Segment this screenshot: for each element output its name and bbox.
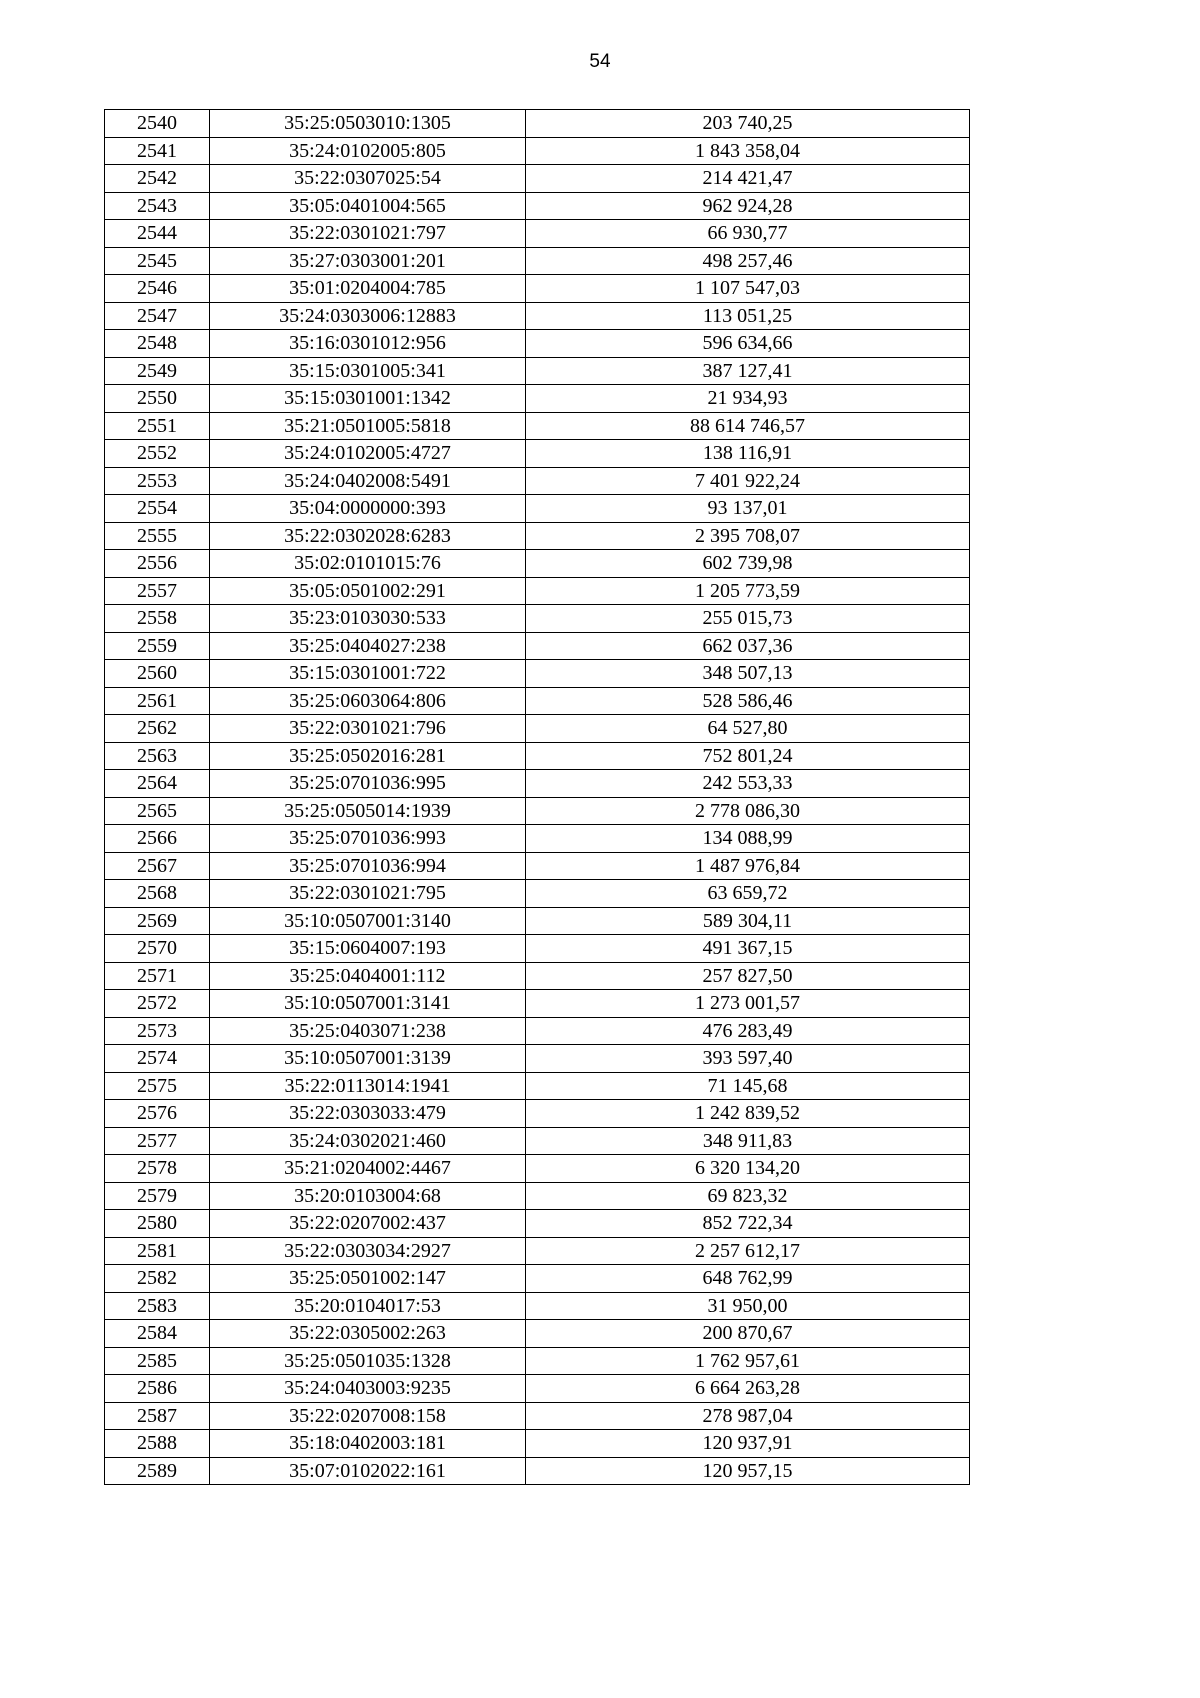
- cadastral-number-cell: 35:23:0103030:533: [210, 605, 526, 633]
- cadastral-number-cell: 35:22:0303034:2927: [210, 1237, 526, 1265]
- cadastral-value-cell: 662 037,36: [526, 632, 970, 660]
- row-number-cell: 2589: [105, 1457, 210, 1485]
- cadastral-number-cell: 35:24:0102005:4727: [210, 440, 526, 468]
- cadastral-value-cell: 476 283,49: [526, 1017, 970, 1045]
- table-row: [105, 1292, 970, 1320]
- row-number-cell: 2564: [105, 770, 210, 798]
- cadastral-number-cell: 35:25:0404027:238: [210, 632, 526, 660]
- cadastral-value-cell: 7 401 922,24: [526, 467, 970, 495]
- cadastral-number-cell: 35:22:0307025:54: [210, 165, 526, 193]
- cadastral-number-cell: 35:24:0303006:12883: [210, 302, 526, 330]
- table-row: [105, 357, 970, 385]
- cadastral-number-cell: 35:21:0501005:5818: [210, 412, 526, 440]
- cadastral-number-cell: 35:25:0701036:994: [210, 852, 526, 880]
- table-row: [105, 1045, 970, 1073]
- cadastral-value-cell: 348 911,83: [526, 1127, 970, 1155]
- cadastral-value-cell: 255 015,73: [526, 605, 970, 633]
- table-row: [105, 770, 970, 798]
- table-row: [105, 1182, 970, 1210]
- row-number-cell: 2559: [105, 632, 210, 660]
- row-number-cell: 2556: [105, 550, 210, 578]
- cadastral-value-cell: 31 950,00: [526, 1292, 970, 1320]
- cadastral-number-cell: 35:25:0701036:993: [210, 825, 526, 853]
- row-number-cell: 2542: [105, 165, 210, 193]
- cadastral-number-cell: 35:22:0207008:158: [210, 1402, 526, 1430]
- table-row: [105, 852, 970, 880]
- cadastral-number-cell: 35:24:0102005:805: [210, 137, 526, 165]
- table-row: [105, 522, 970, 550]
- cadastral-value-cell: 2 395 708,07: [526, 522, 970, 550]
- cadastral-number-cell: 35:15:0301001:722: [210, 660, 526, 688]
- table-row: [105, 385, 970, 413]
- cadastral-value-cell: 214 421,47: [526, 165, 970, 193]
- table-row: [105, 220, 970, 248]
- row-number-cell: 2580: [105, 1210, 210, 1238]
- cadastral-number-cell: 35:01:0204004:785: [210, 275, 526, 303]
- cadastral-value-cell: 2 778 086,30: [526, 797, 970, 825]
- row-number-cell: 2552: [105, 440, 210, 468]
- cadastral-value-cell: 528 586,46: [526, 687, 970, 715]
- cadastral-value-table: [104, 109, 970, 1485]
- cadastral-value-cell: 2 257 612,17: [526, 1237, 970, 1265]
- cadastral-value-cell: 387 127,41: [526, 357, 970, 385]
- cadastral-number-cell: 35:10:0507001:3139: [210, 1045, 526, 1073]
- cadastral-value-cell: 242 553,33: [526, 770, 970, 798]
- cadastral-number-cell: 35:20:0103004:68: [210, 1182, 526, 1210]
- table-row: [105, 907, 970, 935]
- cadastral-number-cell: 35:24:0402008:5491: [210, 467, 526, 495]
- table-row: [105, 1155, 970, 1183]
- cadastral-value-cell: 6 664 263,28: [526, 1375, 970, 1403]
- row-number-cell: 2577: [105, 1127, 210, 1155]
- cadastral-value-cell: 602 739,98: [526, 550, 970, 578]
- row-number-cell: 2573: [105, 1017, 210, 1045]
- cadastral-value-cell: 393 597,40: [526, 1045, 970, 1073]
- row-number-cell: 2571: [105, 962, 210, 990]
- row-number-cell: 2562: [105, 715, 210, 743]
- row-number-cell: 2563: [105, 742, 210, 770]
- row-number-cell: 2560: [105, 660, 210, 688]
- cadastral-value-cell: 66 930,77: [526, 220, 970, 248]
- row-number-cell: 2567: [105, 852, 210, 880]
- table-row: [105, 880, 970, 908]
- row-number-cell: 2583: [105, 1292, 210, 1320]
- row-number-cell: 2561: [105, 687, 210, 715]
- cadastral-value-cell: 257 827,50: [526, 962, 970, 990]
- cadastral-number-cell: 35:07:0102022:161: [210, 1457, 526, 1485]
- row-number-cell: 2585: [105, 1347, 210, 1375]
- table-row: [105, 1265, 970, 1293]
- table-row: [105, 577, 970, 605]
- cadastral-value-cell: 1 242 839,52: [526, 1100, 970, 1128]
- row-number-cell: 2576: [105, 1100, 210, 1128]
- cadastral-number-cell: 35:25:0502016:281: [210, 742, 526, 770]
- row-number-cell: 2566: [105, 825, 210, 853]
- cadastral-number-cell: 35:05:0501002:291: [210, 577, 526, 605]
- row-number-cell: 2541: [105, 137, 210, 165]
- row-number-cell: 2558: [105, 605, 210, 633]
- cadastral-number-cell: 35:04:0000000:393: [210, 495, 526, 523]
- table-row: [105, 935, 970, 963]
- row-number-cell: 2575: [105, 1072, 210, 1100]
- table-row: [105, 990, 970, 1018]
- cadastral-value-cell: 63 659,72: [526, 880, 970, 908]
- row-number-cell: 2572: [105, 990, 210, 1018]
- cadastral-number-cell: 35:25:0603064:806: [210, 687, 526, 715]
- cadastral-number-cell: 35:22:0302028:6283: [210, 522, 526, 550]
- cadastral-value-cell: 278 987,04: [526, 1402, 970, 1430]
- row-number-cell: 2569: [105, 907, 210, 935]
- row-number-cell: 2550: [105, 385, 210, 413]
- cadastral-number-cell: 35:15:0301005:341: [210, 357, 526, 385]
- table-row: [105, 797, 970, 825]
- cadastral-value-cell: 498 257,46: [526, 247, 970, 275]
- row-number-cell: 2588: [105, 1430, 210, 1458]
- row-number-cell: 2565: [105, 797, 210, 825]
- table-row: [105, 247, 970, 275]
- table-row: [105, 1237, 970, 1265]
- table-row: [105, 632, 970, 660]
- row-number-cell: 2547: [105, 302, 210, 330]
- cadastral-number-cell: 35:16:0301012:956: [210, 330, 526, 358]
- row-number-cell: 2549: [105, 357, 210, 385]
- row-number-cell: 2568: [105, 880, 210, 908]
- cadastral-number-cell: 35:10:0507001:3141: [210, 990, 526, 1018]
- cadastral-number-cell: 35:27:0303001:201: [210, 247, 526, 275]
- table-row: [105, 1017, 970, 1045]
- cadastral-value-cell: 589 304,11: [526, 907, 970, 935]
- cadastral-value-cell: 21 934,93: [526, 385, 970, 413]
- row-number-cell: 2544: [105, 220, 210, 248]
- table-row: [105, 742, 970, 770]
- table-row: [105, 192, 970, 220]
- row-number-cell: 2586: [105, 1375, 210, 1403]
- table-row: [105, 330, 970, 358]
- cadastral-number-cell: 35:22:0303033:479: [210, 1100, 526, 1128]
- table-row: [105, 1457, 970, 1485]
- cadastral-number-cell: 35:22:0113014:1941: [210, 1072, 526, 1100]
- cadastral-value-cell: 596 634,66: [526, 330, 970, 358]
- cadastral-number-cell: 35:24:0302021:460: [210, 1127, 526, 1155]
- cadastral-number-cell: 35:25:0404001:112: [210, 962, 526, 990]
- row-number-cell: 2554: [105, 495, 210, 523]
- row-number-cell: 2551: [105, 412, 210, 440]
- table-row: [105, 110, 970, 138]
- table-row: [105, 1210, 970, 1238]
- table-row: [105, 825, 970, 853]
- table-row: [105, 1320, 970, 1348]
- cadastral-number-cell: 35:22:0301021:797: [210, 220, 526, 248]
- row-number-cell: 2540: [105, 110, 210, 138]
- cadastral-number-cell: 35:22:0301021:796: [210, 715, 526, 743]
- cadastral-number-cell: 35:02:0101015:76: [210, 550, 526, 578]
- row-number-cell: 2570: [105, 935, 210, 963]
- cadastral-value-cell: 69 823,32: [526, 1182, 970, 1210]
- cadastral-value-cell: 648 762,99: [526, 1265, 970, 1293]
- cadastral-value-cell: 1 487 976,84: [526, 852, 970, 880]
- table-row: [105, 165, 970, 193]
- cadastral-value-cell: 852 722,34: [526, 1210, 970, 1238]
- table-row: [105, 137, 970, 165]
- cadastral-number-cell: 35:18:0402003:181: [210, 1430, 526, 1458]
- table-row: [105, 550, 970, 578]
- cadastral-value-cell: 71 145,68: [526, 1072, 970, 1100]
- cadastral-value-cell: 962 924,28: [526, 192, 970, 220]
- cadastral-number-cell: 35:25:0503010:1305: [210, 110, 526, 138]
- cadastral-value-cell: 203 740,25: [526, 110, 970, 138]
- table-row: [105, 605, 970, 633]
- table-row: [105, 467, 970, 495]
- cadastral-number-cell: 35:25:0701036:995: [210, 770, 526, 798]
- table-row: [105, 1127, 970, 1155]
- cadastral-number-cell: 35:15:0604007:193: [210, 935, 526, 963]
- row-number-cell: 2582: [105, 1265, 210, 1293]
- cadastral-number-cell: 35:25:0501035:1328: [210, 1347, 526, 1375]
- cadastral-value-cell: 752 801,24: [526, 742, 970, 770]
- table-body: [105, 110, 970, 1485]
- cadastral-number-cell: 35:21:0204002:4467: [210, 1155, 526, 1183]
- row-number-cell: 2578: [105, 1155, 210, 1183]
- cadastral-value-cell: 113 051,25: [526, 302, 970, 330]
- cadastral-value-cell: 348 507,13: [526, 660, 970, 688]
- cadastral-number-cell: 35:22:0305002:263: [210, 1320, 526, 1348]
- cadastral-value-cell: 134 088,99: [526, 825, 970, 853]
- page-number: 54: [589, 51, 611, 72]
- cadastral-value-cell: 88 614 746,57: [526, 412, 970, 440]
- cadastral-number-cell: 35:05:0401004:565: [210, 192, 526, 220]
- table-row: [105, 1347, 970, 1375]
- cadastral-number-cell: 35:25:0505014:1939: [210, 797, 526, 825]
- row-number-cell: 2548: [105, 330, 210, 358]
- row-number-cell: 2584: [105, 1320, 210, 1348]
- cadastral-value-cell: 138 116,91: [526, 440, 970, 468]
- cadastral-number-cell: 35:24:0403003:9235: [210, 1375, 526, 1403]
- cadastral-value-cell: 120 957,15: [526, 1457, 970, 1485]
- table-row: [105, 715, 970, 743]
- cadastral-value-cell: 1 762 957,61: [526, 1347, 970, 1375]
- cadastral-number-cell: 35:22:0207002:437: [210, 1210, 526, 1238]
- cadastral-value-cell: 491 367,15: [526, 935, 970, 963]
- table-row: [105, 687, 970, 715]
- row-number-cell: 2553: [105, 467, 210, 495]
- cadastral-value-cell: 200 870,67: [526, 1320, 970, 1348]
- cadastral-value-cell: 1 205 773,59: [526, 577, 970, 605]
- row-number-cell: 2557: [105, 577, 210, 605]
- cadastral-value-cell: 1 107 547,03: [526, 275, 970, 303]
- cadastral-value-cell: 1 843 358,04: [526, 137, 970, 165]
- cadastral-number-cell: 35:25:0501002:147: [210, 1265, 526, 1293]
- cadastral-value-cell: 6 320 134,20: [526, 1155, 970, 1183]
- table-row: [105, 1402, 970, 1430]
- row-number-cell: 2579: [105, 1182, 210, 1210]
- table-row: [105, 302, 970, 330]
- cadastral-number-cell: 35:20:0104017:53: [210, 1292, 526, 1320]
- table-row: [105, 660, 970, 688]
- table-row: [105, 1072, 970, 1100]
- row-number-cell: 2581: [105, 1237, 210, 1265]
- row-number-cell: 2546: [105, 275, 210, 303]
- cadastral-value-cell: 120 937,91: [526, 1430, 970, 1458]
- cadastral-number-cell: 35:15:0301001:1342: [210, 385, 526, 413]
- table-row: [105, 440, 970, 468]
- cadastral-value-cell: 64 527,80: [526, 715, 970, 743]
- row-number-cell: 2574: [105, 1045, 210, 1073]
- cadastral-value-cell: 93 137,01: [526, 495, 970, 523]
- table-row: [105, 412, 970, 440]
- table-row: [105, 1430, 970, 1458]
- row-number-cell: 2555: [105, 522, 210, 550]
- row-number-cell: 2543: [105, 192, 210, 220]
- cadastral-number-cell: 35:25:0403071:238: [210, 1017, 526, 1045]
- cadastral-value-cell: 1 273 001,57: [526, 990, 970, 1018]
- table-row: [105, 1375, 970, 1403]
- row-number-cell: 2587: [105, 1402, 210, 1430]
- table-row: [105, 962, 970, 990]
- table-row: [105, 495, 970, 523]
- row-number-cell: 2545: [105, 247, 210, 275]
- cadastral-number-cell: 35:22:0301021:795: [210, 880, 526, 908]
- cadastral-number-cell: 35:10:0507001:3140: [210, 907, 526, 935]
- table-row: [105, 275, 970, 303]
- table-row: [105, 1100, 970, 1128]
